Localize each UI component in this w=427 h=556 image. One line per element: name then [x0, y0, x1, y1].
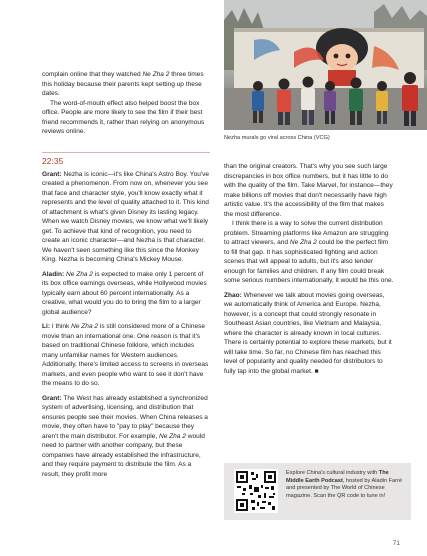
photo-caption: Nezha murals go viral across China (VCG) [224, 135, 330, 141]
qr-code-graphic [234, 469, 278, 513]
grant-text-end: would need to partner with another company, but these companies have already established the infrastructure, and they require payment to distribute the film. As a result, they profit more [42, 432, 205, 478]
aladin-paragraph [42, 270, 210, 318]
zhao-paragraph [224, 291, 394, 377]
distribution-paragraph [224, 219, 394, 286]
distribution-text: I think there is a way to solve the current distribution problem. Streaming platforms like Amazon are struggling to attract viewers, and [224, 220, 389, 246]
grant-text: The West has already established a synchronized system of advertising, licensing, and distribution that ensures people see their movies. When China releases a movie, they often have to "pay to play" because they aren't the main distributor. For example, [42, 394, 208, 440]
podcast-promo-box [224, 463, 411, 520]
aladin-text-end: is expected to make only 1 percent of its box office earnings overseas, while Hollywood movies typically earn about 60 percent internationally. As a creative, what would you do to bring the film to a larger global audience? [42, 270, 207, 316]
film-title: Ne Zha 2 [66, 270, 93, 278]
speaker-label: Grant: [42, 394, 62, 402]
end-mark: ■ [312, 367, 319, 375]
right-column [224, 162, 394, 376]
qr-code[interactable] [234, 469, 278, 513]
speaker-label: Li: [42, 323, 50, 330]
promo-line: Explore China's cultural industry with [286, 470, 379, 476]
speaker-label: Zhao: [224, 291, 242, 299]
distribution-text-end: could be the perfect film to fill that gap. It has sophisticated fighting and action scenes that will appeal to adults, but it's also tender enough for families and children. If any film could break some serious numbers internationally, it would be this one. [224, 239, 394, 284]
film-title: Ne Zha 2 [71, 323, 99, 330]
photo-illustration [224, 0, 427, 130]
word-of-mouth-paragraph: The word-of-mouth effect also helped boost the box office. People are more likely to see the film if their best friend recommends it, rather than relying on anonymous reviews online. [42, 99, 205, 135]
grant-paragraph-2 [42, 394, 210, 480]
nezha-mural-photo [224, 0, 427, 130]
intro-paragraph [42, 70, 210, 99]
intro-text: complain online that they watched [42, 71, 143, 78]
grant-text: Nezha is iconic—it's like China's Astro Boy. You've created a phenomenon. From now on, whenever you see that face and character style, you'll know exactly what it represents and the level of quality attached to it. This kind of attachment is what's given Disney its lasting legacy. When we watch Disney movies, we know what we'll likely get. To achieve that kind of recognition, you need to create an iconic character—and Nezha is that character. We haven't seen something like this since the Monkey King. Nezha is becoming China's Mickey Mouse. [42, 170, 210, 263]
film-title: Ne Zha 2 [158, 432, 186, 440]
promo-line-end: , hosted by Aladin Farré and presented by The World of Chinese magazine. Scan the QR code to tune in! [286, 477, 402, 499]
film-title: Ne Zha 2 [142, 71, 170, 78]
podcast-name: The Middle Earth Podcast [286, 470, 389, 484]
intro-text-end: three times this holiday because their parents kept setting up these dates. [42, 71, 204, 97]
film-title: Ne Zha 2 [289, 239, 317, 246]
promo-text [286, 470, 404, 500]
page-number: 71 [392, 540, 400, 547]
timestamp: 22:35 [42, 152, 210, 166]
zhao-text: Whenever we talk about movies going overseas, we automatically think of America and Europe. Nezha, however, is a concept that could strongly resonate in Southeast Asian countries, like Vietnam and Malaysia, where the character is already known in local cultures. There is certainly potential to explore these markets, but it will take time. So far, no Chinese film has reached this level of popularity and quality needed for distributors to fully tap into the global market. [224, 291, 392, 375]
li-text: I think [50, 323, 72, 330]
continued-paragraph: than the original creators. That's why you see such large discrepancies in box office numbers, but it has little to do with the quality of the film. Take Marvel, for instance—they make billions off movies that don't necessarily have high artistic value. It's the accessibility of the film that makes the most difference. [224, 163, 393, 218]
li-paragraph [42, 322, 210, 389]
left-column [42, 70, 210, 479]
speaker-label: Aladin: [42, 270, 65, 278]
grant-paragraph-1 [42, 170, 210, 265]
speaker-label: Grant: [42, 170, 62, 178]
li-text-end: is still considered more of a Chinese movie than an international one. One reason is that it's based on traditional Chinese folklore, which includes many unfamiliar names for Western audiences. Additionally, there's limited access to screens in overseas markets, and even people who want to see it don't have the means to do so. [42, 323, 209, 387]
